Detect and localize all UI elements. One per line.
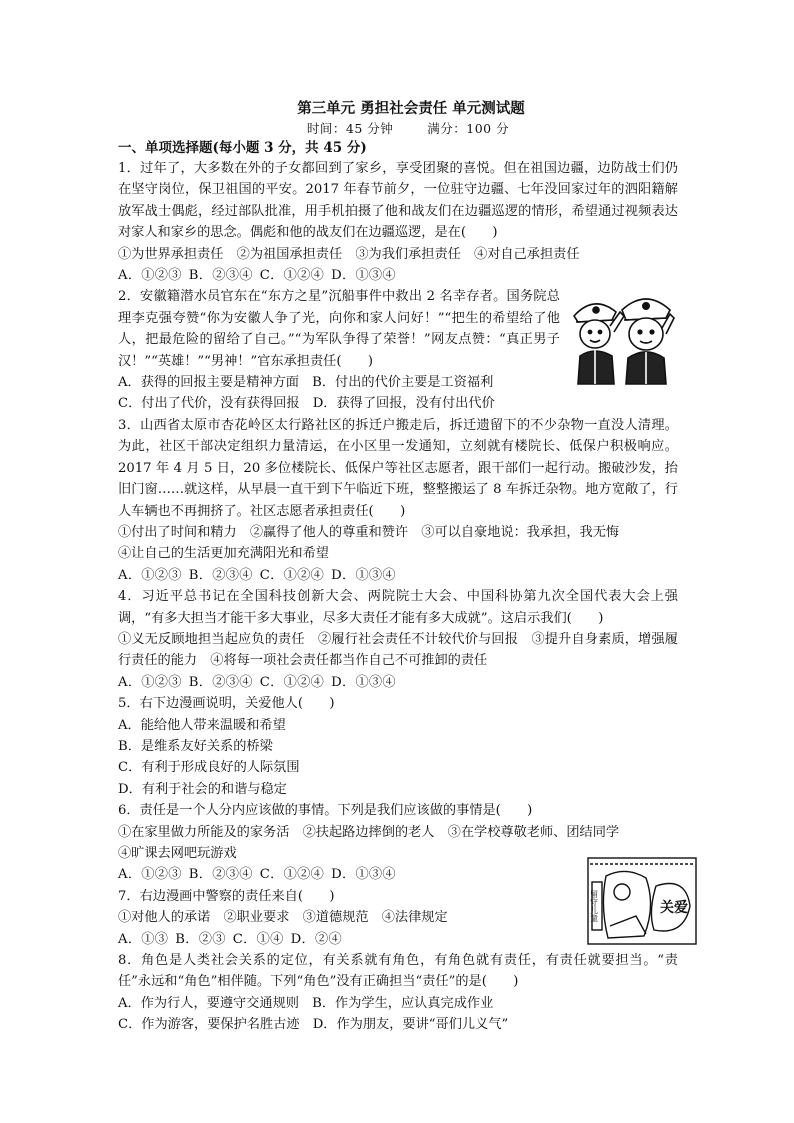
option-c[interactable]: C．①②④ <box>259 567 325 583</box>
question-8 <box>118 950 678 1036</box>
option-c[interactable]: C．①②④ <box>259 674 325 690</box>
question-3 <box>118 415 678 586</box>
option-b[interactable]: B．作为学生，应认真完成作业 <box>312 995 494 1011</box>
option-c[interactable]: C．①②④ <box>259 867 325 883</box>
answer-options <box>118 672 678 693</box>
option-a[interactable]: A．作为行人，要遵守交通规则 <box>118 995 299 1011</box>
answer-options <box>118 565 678 586</box>
option-a[interactable]: A．能给他人带来温暖和希望 <box>118 717 286 733</box>
option-c[interactable]: C．付出了代价，没有获得回报 <box>118 396 300 412</box>
option-d[interactable]: D．①③④ <box>331 674 396 690</box>
option-a[interactable]: A．①②③ <box>118 567 182 583</box>
page-title: 第三单元 勇担社会责任 单元测试题 <box>297 100 525 117</box>
section-heading: 一、单项选择题(每小题 3 分，共 45 分) <box>118 140 367 156</box>
exam-meta <box>138 120 678 138</box>
option-d[interactable]: D．作为朋友，要讲“哥们儿义气” <box>312 1017 509 1033</box>
option-b[interactable]: B．②③ <box>175 931 226 947</box>
question-stem: 6．责任是一个人分内应该做的事情。下列是我们应该做的事情是( ) <box>118 803 533 819</box>
question-stem: 4．习近平总书记在全国科技创新大会、两院院士大会、中国科协第九次全国代表大会上强调，“有多大担当才能干多大事业，尽多大责任才能有多大成就”。这启示我们( ) <box>118 589 678 626</box>
option-a[interactable]: A．①②③ <box>118 268 182 284</box>
caring-cartoon <box>586 856 698 948</box>
question-stem: 7．右边漫画中警察的责任来自( ) <box>118 888 335 904</box>
option-d[interactable]: D．①③④ <box>331 268 396 284</box>
question-items: ④旷课去网吧玩游戏 <box>118 846 237 861</box>
exam-score: 满分：100 分 <box>427 121 510 136</box>
cartoon-sign: 留守儿童 <box>589 890 599 922</box>
option-a[interactable]: A．获得的回报主要是精神方面 <box>118 375 299 391</box>
option-c[interactable]: C．①④ <box>232 931 284 947</box>
cartoon-heart-text: 关爱 <box>660 900 688 916</box>
question-items: ①义无反顾地担当起应负的责任 ②履行社会责任不计较代价与回报 ③提升自身素质，增强履行责任的能力 ④将每一项社会责任都当作自己不可推卸的责任 <box>118 631 678 669</box>
police-care-icon <box>586 856 698 948</box>
question-5 <box>118 693 678 800</box>
question-1 <box>118 158 678 286</box>
option-b[interactable]: B．②③④ <box>188 268 253 284</box>
question-stem: 2．安徽籍潜水员官东在“东方之星”沉船事件中救出 2 名幸存者。国务院总理李克强夸赞“你为安徽人争了光，向你和家人问好！”“把生的希望给了他人，把最危险的留给了自己。”“为军队争得了荣誉！”网友点赞：“真正男子汉！”“英雄！”“男神！”官东承担责任( ) <box>118 289 560 369</box>
option-b[interactable]: B．②③④ <box>188 867 253 883</box>
answer-options-row <box>118 1014 678 1035</box>
option-d[interactable]: D．①③④ <box>331 567 396 583</box>
option-a[interactable]: A．①③ <box>118 931 169 947</box>
question-4 <box>118 586 678 693</box>
question-stem: 3．山西省太原市杏花岭区太行路社区的拆迁户搬走后，拆迁遗留下的不少杂物一直没人清理。为此，社区干部决定组织力量清运，在小区里一发通知，立刻就有楼院长、低保户积极响应。2017 年 4 月 5 日，20 多位楼院长、低保户等社区志愿者，跟干部们一起行动。搬破沙发，抬旧门窗……就这样，从早晨一直干到下午临近下班，整整搬运了 8 车拆迁杂物。地方宽敞了，行人车辆也不再拥挤了。社区志愿者承担责任( ) <box>118 417 678 519</box>
option-d[interactable]: D．①③④ <box>331 867 396 883</box>
option-b[interactable]: B．②③④ <box>188 674 253 690</box>
option-a[interactable]: A．①②③ <box>118 674 182 690</box>
question-items: ①在家里做力所能及的家务活 ②扶起路边摔倒的老人 ③在学校尊敬老师、团结同学 <box>118 824 620 840</box>
question-items: ①付出了时间和精力 ②赢得了他人的尊重和赞许 ③可以自豪地说：我承担，我无悔 <box>118 524 620 540</box>
question-stem: 8．角色是人类社会关系的定位，有关系就有角色，有角色就有责任，有责任就要担当。“责任”永远和“角色”相伴随。下列“角色”没有正确担当“责任”的是( ) <box>118 953 678 990</box>
exam-time: 时间：45 分钟 <box>306 121 394 136</box>
option-d[interactable]: D．有利于社会的和谐与稳定 <box>118 781 287 797</box>
saluting-officers-icon <box>566 276 678 386</box>
question-items: ④让自己的生活更加充满阳光和希望 <box>118 546 329 562</box>
question-items: ①对他人的承诺 ②职业要求 ③道德规范 ④法律规定 <box>118 910 448 926</box>
option-b[interactable]: B．是维系友好关系的桥梁 <box>118 738 273 754</box>
option-d[interactable]: D．获得了回报，没有付出代价 <box>312 396 495 412</box>
option-c[interactable]: C．有利于形成良好的人际氛围 <box>118 760 300 776</box>
exam-page <box>118 98 688 1036</box>
option-d[interactable]: D．②④ <box>290 931 342 947</box>
question-stem: 1．过年了，大多数在外的子女都回到了家乡，享受团聚的喜悦。但在祖国边疆，边防战士们仍在坚守岗位，保卫祖国的平安。2017 年春节前夕，一位驻守边疆、七年没回家过年的泗阳籍解放军战士偶彪，经过部队批准，用手机拍摄了他和战友们在边疆巡逻的情形，希望通过视频表达对家人和家乡的思念。偶彪和他的战友们在边疆巡逻，是在( ) <box>118 161 678 241</box>
question-items: ①为世界承担责任 ②为祖国承担责任 ③为我们承担责任 ④对自己承担责任 <box>118 246 580 262</box>
option-c[interactable]: C．作为游客，要保护名胜古迹 <box>118 1017 300 1033</box>
answer-options-row <box>118 993 678 1014</box>
option-a[interactable]: A．①②③ <box>118 867 182 883</box>
answer-options-row <box>118 393 678 414</box>
police-officers-cartoon <box>566 276 678 386</box>
option-b[interactable]: B．付出的代价主要是工资福利 <box>312 375 494 391</box>
question-stem: 5．右下边漫画说明，关爱他人( ) <box>118 696 335 712</box>
option-b[interactable]: B．②③④ <box>188 567 253 583</box>
option-c[interactable]: C．①②④ <box>259 268 325 284</box>
